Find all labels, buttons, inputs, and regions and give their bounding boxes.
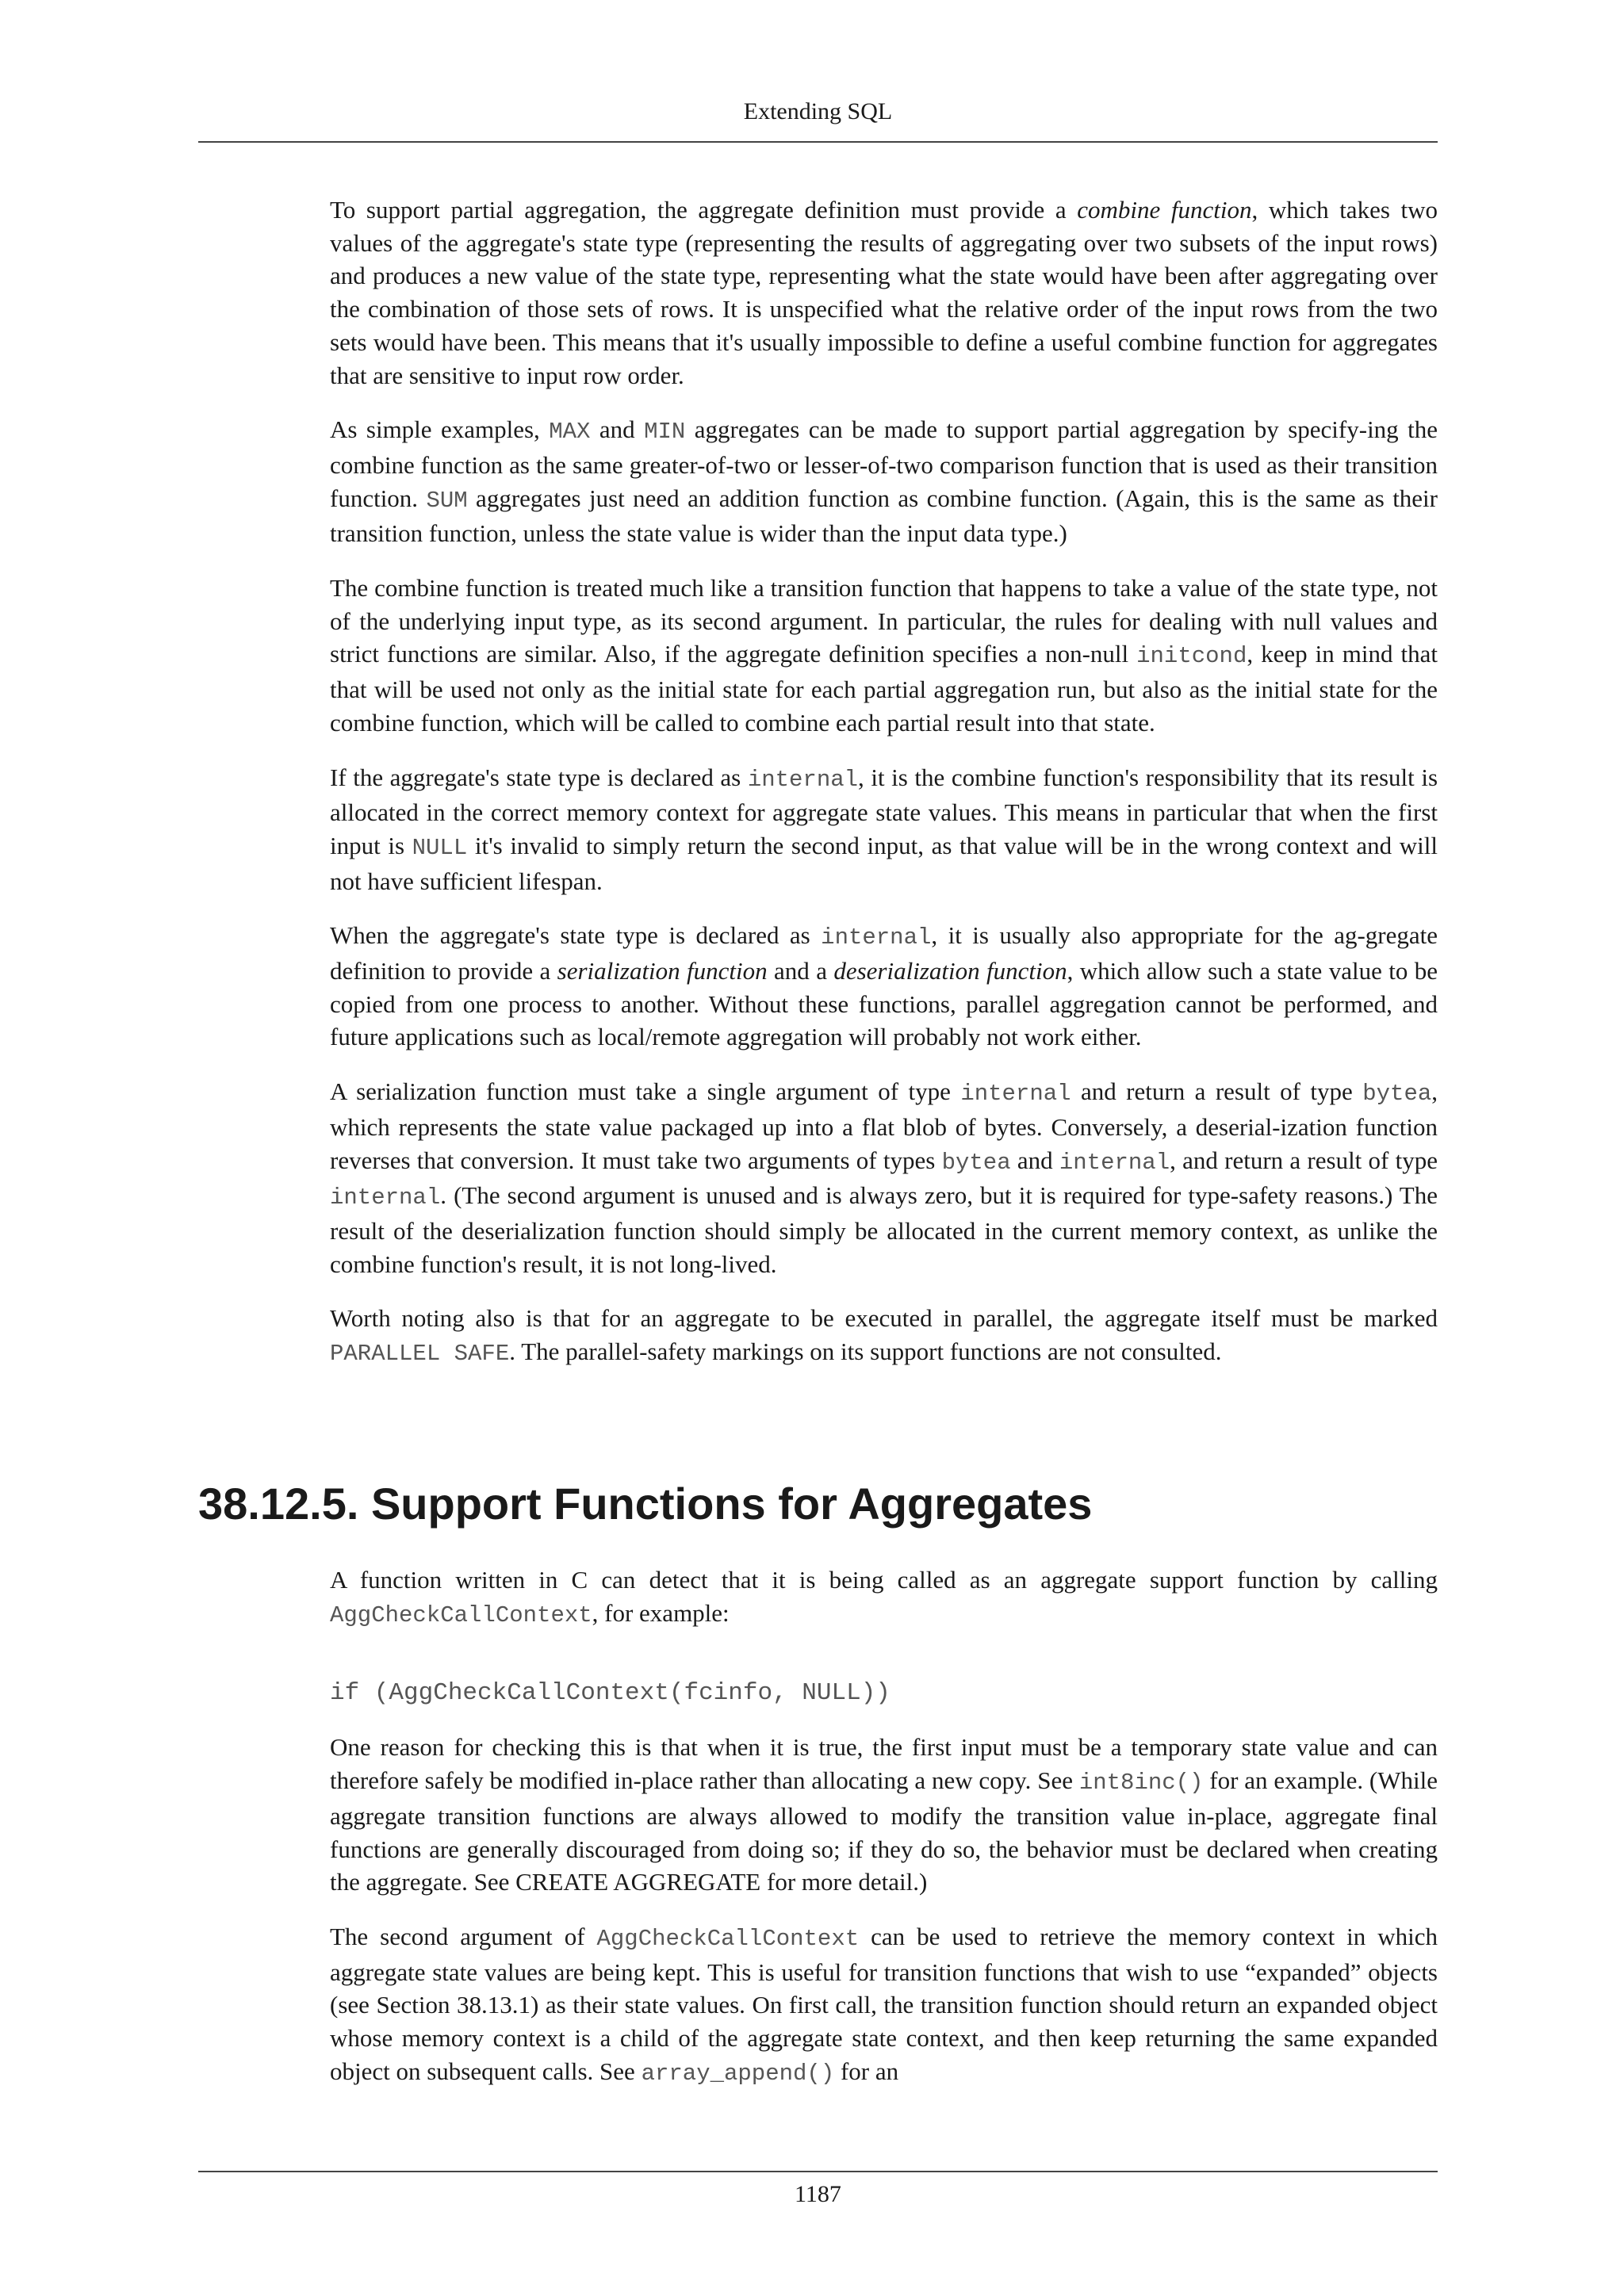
paragraph-combine-treated: The combine function is treated much like a transition function that happens to take a value of the state type, not of the underlying input type, as its second argument. In particular, the rules for dealing with null values and strict functions are similar. Also, if the aggregate definition specifies a non-null initcond, keep in mind that that will be used not only as the initial state for each partial aggregation run, but also as the initial state for the combine function, which will be called to combine each partial result into that state. [330,574,1438,737]
code-example: if (AggCheckCallContext(fcinfo, NULL)) [330,1679,891,1708]
paragraph-combine-function: To support partial aggregation, the aggregate definition must provide a combine function, which takes two values of the aggregate's state type (representing the results of aggregating over two subsets of the input rows) and produces a new value of the state type, representing what the state would have been after aggregating over the combination of those sets of rows. It is unspecified what the relative order of the input rows from the two sets would have been. This means that it's usually impossible to define a useful combine function for aggregates that are sensitive to input row order. [330,196,1438,389]
paragraph-second-argument: The second argument of AggCheckCallContext can be used to retrieve the memory context in which aggregate state values are being kept. This is useful for transition functions that wish to use “expanded” objects (see Section 38.13.1) as their state values. On first call, the transition function should return an expanded object whose memory context is a child of the aggregate state context, and then keep returning the same expanded object on subsequent calls. See array_append() for an [330,1922,1438,2087]
paragraph-c-function: A function written in C can detect that it is being called as an aggregate support function by calling AggCheckCallContext, for example: [330,1566,1438,1628]
page-footer [198,2171,1438,2217]
paragraph-reason-checking: One reason for checking this is that when it is true, the first input must be a temporary state value and can therefore safely be modified in-place rather than allocating a new copy. See int8inc() for an example. (While aggregate transition functions are always allowed to modify the transition value in-place, aggregate final functions are generally discouraged from doing so; if they do so, the behavior must be declared when creating the aggregate. See CREATE AGGREGATE for more detail.) [330,1733,1438,1896]
section-content [330,1563,1438,2111]
paragraph-internal-state: If the aggregate's state type is declared as internal, it is the combine function's responsibility that its result is allocated in the correct memory context for aggregate state values. This means in particular that when the first input is NULL it's invalid to simply return the second input, as that value will be in the wrong context and will not have sufficient lifespan. [330,763,1438,895]
paragraph-parallel-safe: Worth noting also is that for an aggregate to be executed in parallel, the aggregate itself must be marked PARALLEL SAFE. The parallel-safety markings on its support functions are not consulted. [330,1304,1438,1368]
paragraph-simple-examples: As simple examples, MAX and MIN aggregates can be made to support partial aggregation by specify-ing the combine function as the same greater-of-two or lesser-of-two comparison function that is used as their transition function. SUM aggregates just need an addition function as combine function. (Again, this is the same as their transition function, unless the state value is wider than the input data type.) [330,415,1438,548]
page-number: 1187 [795,2181,841,2207]
main-content [330,193,1438,1392]
section-heading: 38.12.5. Support Functions for Aggregates [198,1479,1093,1529]
page-header [198,94,1438,143]
paragraph-serialization-details: A serialization function must take a single argument of type internal and return a result of type bytea, which represents the state value packaged up into a flat blob of bytes. Conversely, a deserial-ization function reverses that conversion. It must take two arguments of types bytea and internal, and return a result of type internal. (The second argument is unused and is always zero, but it is required for type-safety reasons.) The result of the deserialization function should simply be allocated in the current memory context, as unlike the combine function's result, it is not long-lived. [330,1077,1438,1278]
paragraph-serialization-intro: When the aggregate's state type is declared as internal, it is usually also appropriate for the ag-gregate definition to provide a serialization function and a deserialization function, which allow such a state value to be copied from one process to another. Without these functions, parallel aggregation cannot be performed, and future applications such as local/remote aggregation will probably not work either. [330,921,1438,1051]
header-title: Extending SQL [743,98,893,124]
